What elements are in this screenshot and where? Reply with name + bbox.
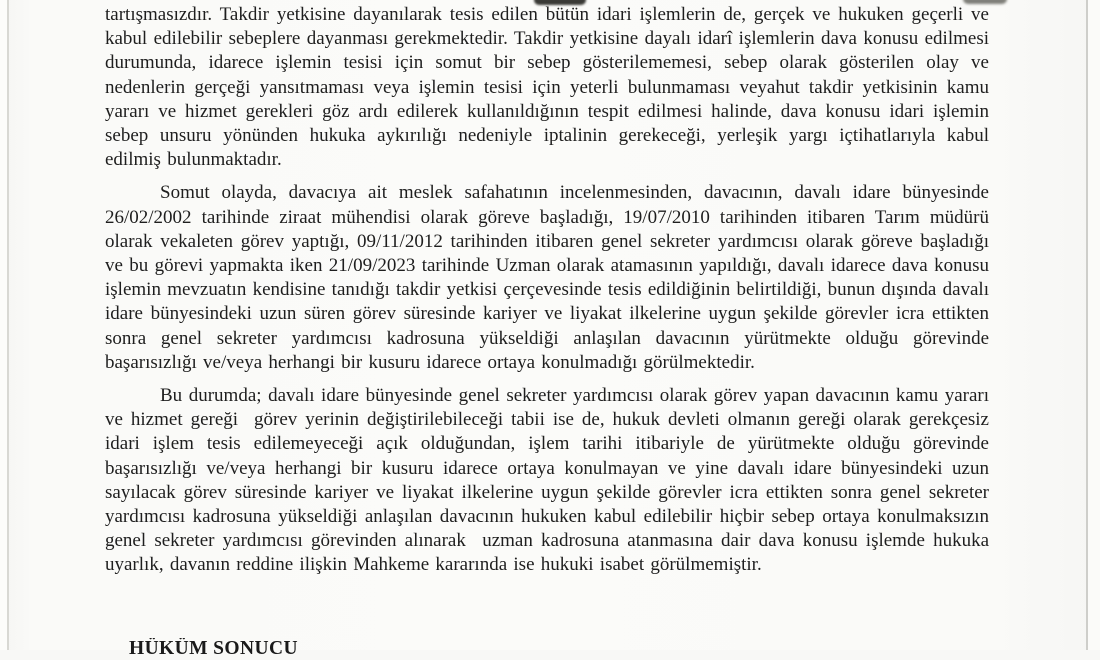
decision-text-block	[105, 3, 989, 587]
paragraph-bu-durumda: Bu durumda; davalı idare bünyesinde genel sekreter yardımcısı olarak görev yapan davacının kamu yararı ve hizmet gereği görev yerinin değiştirilebileceği tabii ise de, hukuk devleti olmanın gereği olarak gerekçesiz idari işlem tesis edilemeyeceği açık olduğundan, işlem tarihi itibariyle de yürütmekte olduğu görevinde başarısızlığı ve/veya herhangi bir kusuru idarece ortaya konulmayan ve yine davalı idare bünyesindeki uzun sayılacak görev süresinde kariyer ve liyakat ilkelerine uygun şekilde görevler icra ettikten sonra genel sekreter yardımcısı kadrosuna yükseldiği anlaşılan davacının hukuken kabul edilebilir hiçbir sebep ortaya konulmaksızın genel sekreter yardımcısı görevinden alınarak uzman kadrosuna atanmasına dair dava konusu işlemde hukuka uyarlık, davanın reddine ilişkin Mahkeme kararında ise hukuki isabet görülmemiştir.	[105, 385, 989, 576]
scan-right-margin-strip	[1088, 0, 1100, 650]
scan-left-margin-strip	[0, 0, 7, 650]
paragraph-takdir-yetkisi: tartışmasızdır. Takdir yetkisine dayanılarak tesis edilen bütün idari işlemlerin de, gerçek ve hukuken geçerli ve kabul edilebilir sebeplere dayanması gerekmektedir. Takdir yetkisine dayalı idarî işlemlerin dava konusu edilmesi durumunda, idarece işlemin tesisi için somut bir sebep gösterilememesi, sebep olarak gösterilen olay ve nedenlerin gerçeği yansıtmaması veya işlemin tesisi için yeterli bulunmaması veyahut takdir yetkisinin kamu yararı ve hizmet gerekleri göz ardı edilerek kullanıldığının tespit edilmesi halinde, dava konusu idari işlemin sebep unsuru yönünden hukuka aykırılığı nedeniyle iptalinin gerekeceği, yerleşik yargı içtihatlarıyla kabul edilmiş bulunmaktadır.	[105, 4, 989, 171]
scan-left-edge-line	[7, 0, 9, 650]
hukum-sonucu-heading: HÜKÜM SONUCU	[129, 638, 298, 659]
paragraph-somut-olayda: Somut olayda, davacıya ait meslek safahatının incelenmesinden, davacının, davalı idare bünyesinde 26/02/2002 tarihinde ziraat mühendisi olarak göreve başladığı, 19/07/2010 tarihinden itibaren Tarım müdürü olarak vekaleten görev yaptığı, 09/11/2012 tarihinden itibaren genel sekreter yardımcısı olarak göreve başladığı ve bu görevi yapmakta iken 21/09/2023 tarihinde Uzman olarak atamasının yapıldığı, davalı idarece dava konusu işlemin mevzuatın kendisine tanıdığı takdir yetkisi çerçevesinde tesis edildiğinin belirtildiği, bunun dışında davalı idare bünyesindeki uzun süren görev süresinde kariyer ve liyakat ilkelerine uygun şekilde görevler icra ettikten sonra genel sekreter yardımcısı kadrosuna yükseldiği anlaşılan davacının yürütmekte olduğu görevinde başarısızlığı ve/veya herhangi bir kusuru idarece ortaya konulmadığı görülmektedir.	[105, 182, 989, 373]
